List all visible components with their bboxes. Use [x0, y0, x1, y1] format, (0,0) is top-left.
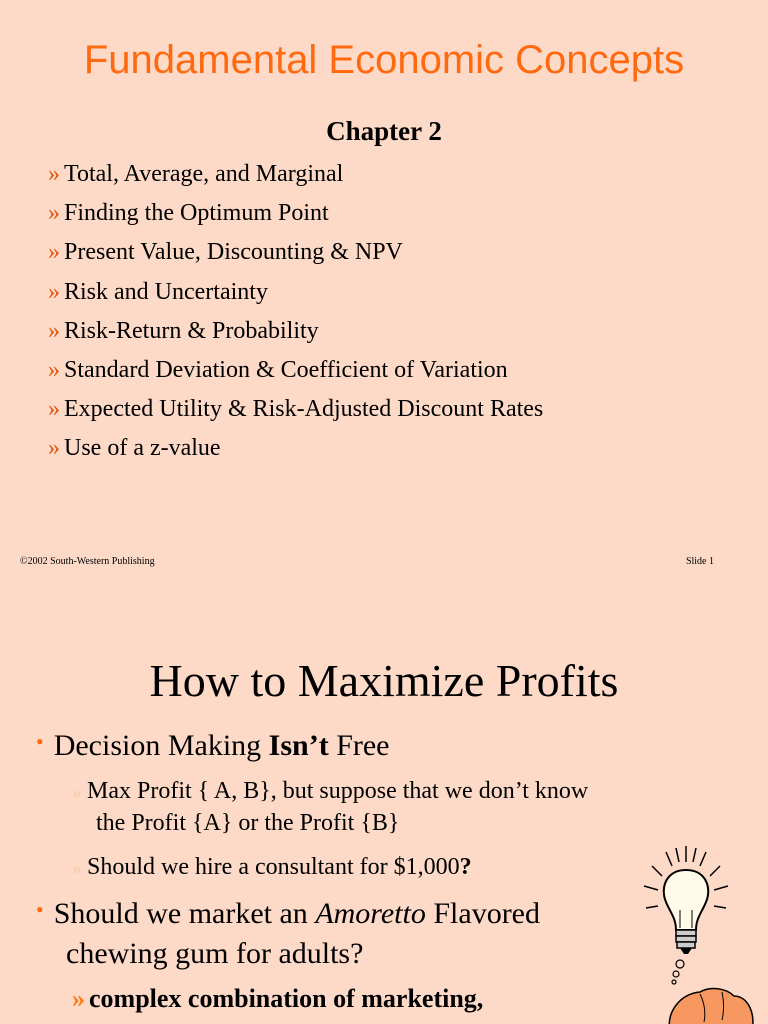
- list-item-text: Expected Utility & Risk-Adjusted Discount Rates: [64, 396, 544, 423]
- sub-bullet-marker: »: [72, 984, 85, 1013]
- slide-2-title: How to Maximize Profits: [149, 655, 619, 706]
- list-item: [48, 393, 543, 432]
- sub-bullet-text: Should we hire a consultant for $1,000: [87, 854, 460, 880]
- slide-1-subtitle: Chapter 2: [326, 116, 442, 146]
- bullet-text: Decision Making: [53, 729, 269, 762]
- bullet-marker: »: [48, 200, 60, 227]
- list-item: [48, 236, 543, 275]
- bullet-emphasis: Amoretto: [315, 897, 426, 930]
- bullet-amoretto-cont: chewing gum for adults?: [66, 937, 364, 970]
- list-item-text: Total, Average, and Marginal: [64, 161, 344, 187]
- list-item-text: Risk and Uncertainty: [64, 278, 268, 305]
- list-item-text: Present Value, Discounting & NPV: [64, 239, 403, 266]
- list-item: [48, 158, 543, 197]
- slide-number: Slide 1: [685, 556, 714, 567]
- sub-bullet-marker: »: [72, 858, 81, 878]
- bullet-dot-icon: •: [36, 729, 44, 754]
- sub-bullet-text: complex combination of marketing,: [89, 984, 484, 1013]
- list-item: [48, 276, 543, 315]
- bullet-amoretto: [36, 894, 540, 936]
- bullet-marker: »: [48, 317, 60, 344]
- sub-bullet-max-profit-cont: the Profit {A} or the Profit {B}: [96, 810, 400, 836]
- list-item-text: Risk-Return & Probability: [64, 317, 319, 344]
- hand-icon: [660, 982, 760, 1024]
- bullet-text: Flavored: [425, 897, 540, 930]
- bullet-text: Should we market an: [53, 897, 316, 930]
- lightbulb-icon: [636, 840, 746, 990]
- bullet-dot-icon: •: [36, 897, 44, 922]
- slide-1-title: Fundamental Economic Concepts: [83, 38, 685, 82]
- bullet-emphasis: Isn’t: [268, 729, 329, 762]
- sub-bullet-emphasis: ?: [459, 854, 472, 880]
- bullet-marker: »: [48, 239, 60, 266]
- bullet-decision-making: [36, 726, 390, 768]
- sub-bullet-consultant: [72, 851, 472, 884]
- list-item-text: Use of a z-value: [64, 435, 221, 462]
- sub-bullet-text: Max Profit { A, B}, but suppose that we don’t know: [87, 778, 589, 804]
- list-item-text: Standard Deviation & Coefficient of Variation: [64, 356, 508, 383]
- bullet-marker: »: [48, 161, 60, 187]
- bullet-marker: »: [48, 435, 60, 462]
- list-item: [48, 315, 543, 354]
- copyright-footer: ©2002 South-Western Publishing: [20, 556, 155, 567]
- list-item-text: Finding the Optimum Point: [64, 200, 329, 227]
- slide-2: [0, 620, 768, 1024]
- bullet-text: Free: [328, 729, 390, 762]
- bullet-marker: »: [48, 278, 60, 305]
- sub-bullet-marker: »: [72, 782, 81, 802]
- sub-bullet-max-profit: [72, 775, 588, 808]
- bullet-marker: »: [48, 356, 60, 383]
- topic-list: [48, 158, 543, 472]
- bullet-marker: »: [48, 396, 60, 423]
- sub-bullet-marketing: [72, 982, 483, 1016]
- list-item: [48, 432, 543, 471]
- list-item: [48, 354, 543, 393]
- list-item: [48, 197, 543, 236]
